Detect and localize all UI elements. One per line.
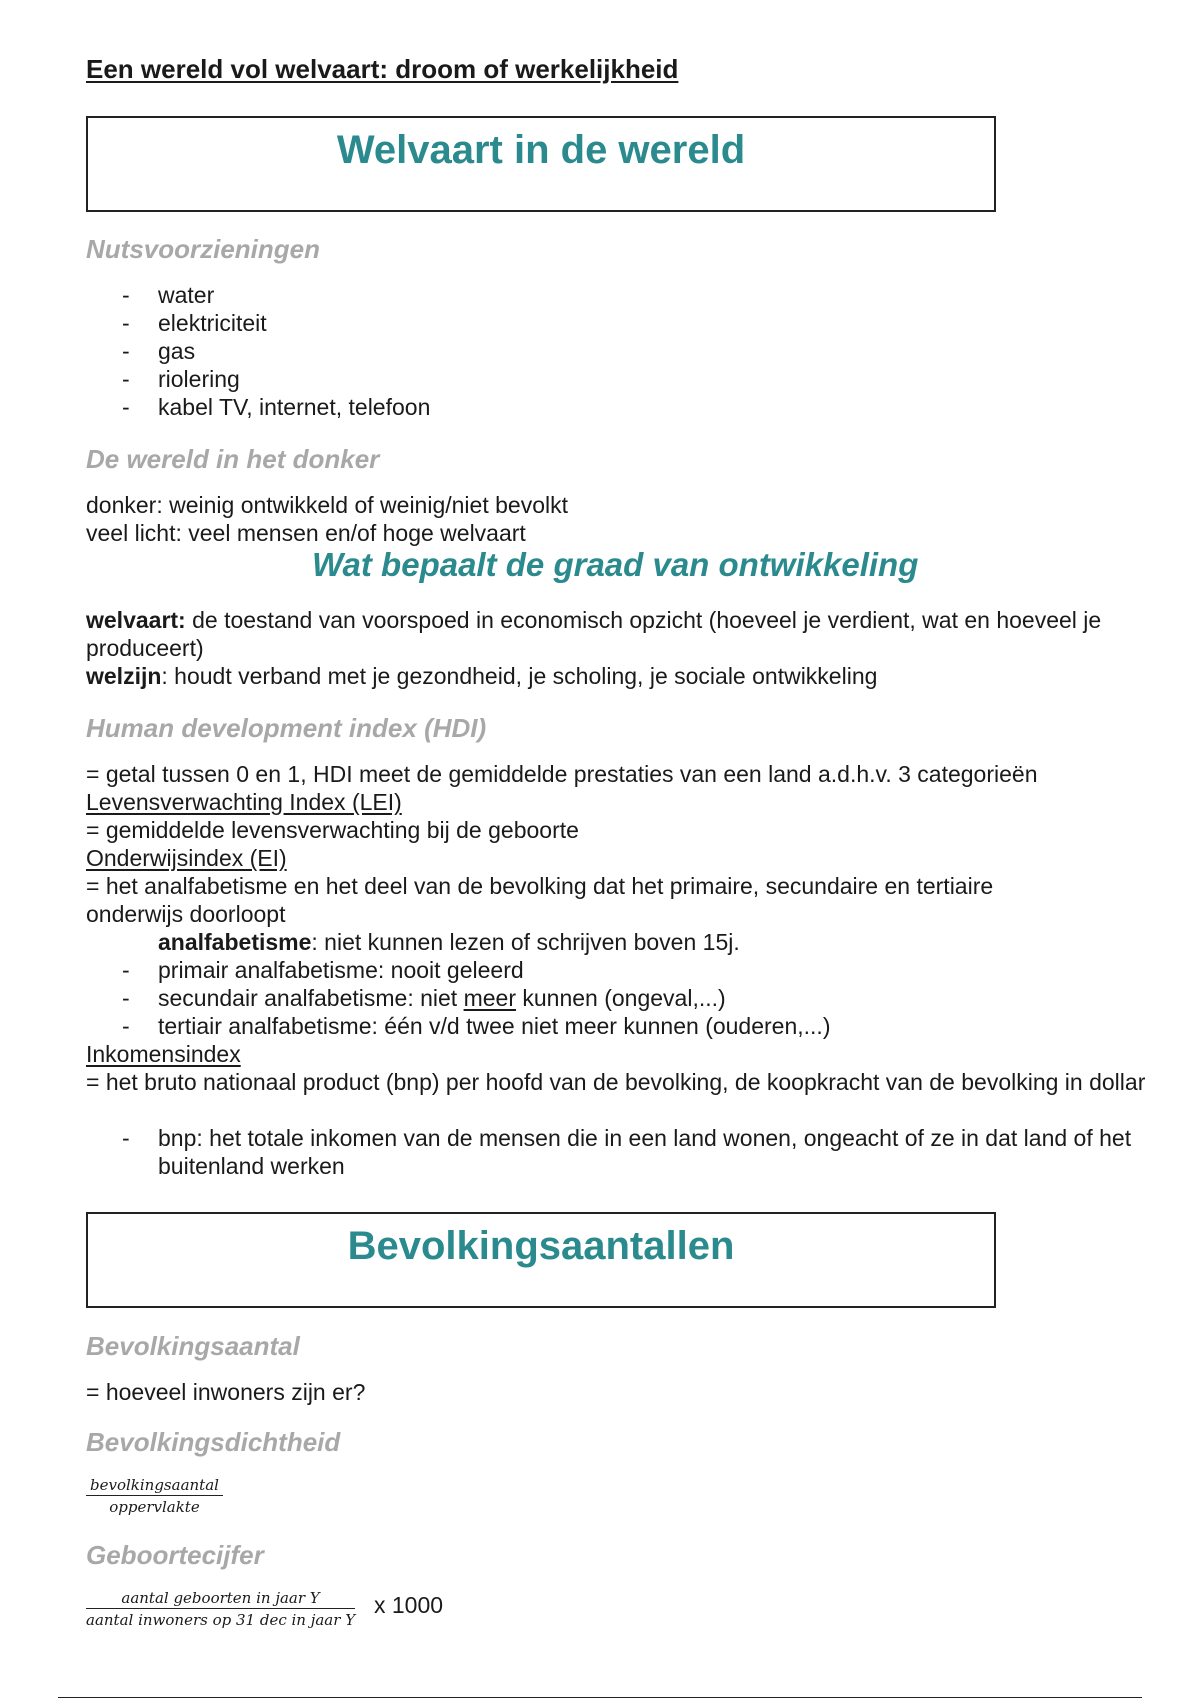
analfabetisme-definition: [158, 928, 740, 956]
subheading-inkomensindex: Inkomensindex: [86, 1041, 241, 1067]
text-line: donker: weinig ontwikkeld of weinig/niet bevolkt: [86, 492, 568, 518]
document-title: Een wereld vol welvaart: droom of werkelijkheid: [86, 54, 679, 84]
definition-welzijn: [86, 662, 877, 690]
heading-nutsvoorzieningen: Nutsvoorzieningen: [86, 234, 321, 264]
heading-wereld-donker: De wereld in het donker: [86, 444, 380, 474]
definition-text: : niet kunnen lezen of schrijven boven 15j.: [311, 929, 740, 955]
fraction-denominator: aantal inwoners op 31 dec in jaar Y: [86, 1611, 356, 1629]
list-item: gas: [158, 338, 196, 364]
list-item: elektriciteit: [158, 310, 267, 336]
fraction-geboortecijfer: [86, 1589, 355, 1629]
fraction-numerator: aantal geboorten in jaar Y: [86, 1589, 355, 1609]
heading-graad-ontwikkeling: Wat bepaalt de graad van ontwikkeling: [312, 546, 919, 583]
term: welzijn: [86, 663, 162, 689]
definition-welvaart: [86, 606, 1146, 662]
hdi-intro: = getal tussen 0 en 1, HDI meet de gemiddelde prestaties van een land a.d.h.v. 3 categorieën: [86, 761, 1038, 787]
fraction-numerator: bevolkingsaantal: [86, 1476, 223, 1496]
ei-text: = het analfabetisme en het deel van de bevolking dat het primaire, secundaire en tertiaire onderwijs doorloopt: [86, 873, 994, 927]
inkomensindex-text: = het bruto nationaal product (bnp) per hoofd van de bevolking, de koopkracht van de bevolking in dollar: [86, 1069, 1146, 1095]
list-item: bnp: het totale inkomen van de mensen die in een land wonen, ongeacht of ze in dat land of het buitenland werken: [158, 1125, 1132, 1179]
lei-text: = gemiddelde levensverwachting bij de geboorte: [86, 817, 579, 843]
fraction-dichtheid: [86, 1476, 223, 1516]
heading-bevolkingsdichtheid: Bevolkingsdichtheid: [86, 1427, 341, 1457]
list-item: tertiair analfabetisme: één v/d twee niet meer kunnen (ouderen,...): [158, 1013, 831, 1039]
list-item: water: [158, 282, 215, 308]
page-divider: [58, 1697, 1142, 1698]
section-title: Welvaart in de wereld: [336, 128, 746, 172]
term: analfabetisme: [158, 929, 312, 955]
heading-bevolkingsaantal: Bevolkingsaantal: [86, 1331, 300, 1361]
definition-text: de toestand van voorspoed in economisch opzicht (hoeveel je verdient, wat en hoeveel je produceert): [86, 607, 1102, 661]
list-item: primair analfabetisme: nooit geleerd: [158, 957, 524, 983]
section-title-box: [86, 116, 996, 212]
section-title-box: [86, 1212, 996, 1308]
heading-hdi: Human development index (HDI): [86, 713, 487, 743]
text-line: veel licht: veel mensen en/of hoge welvaart: [86, 520, 526, 546]
bevolkingsaantal-text: = hoeveel inwoners zijn er?: [86, 1379, 366, 1405]
list-item: kabel TV, internet, telefoon: [158, 394, 431, 420]
definition-text: : houdt verband met je gezondheid, je scholing, je sociale ontwikkeling: [161, 663, 878, 689]
list-item: secundair analfabetisme: niet meer kunnen (ongeval,...): [158, 985, 726, 1011]
term: welvaart:: [86, 607, 186, 633]
document-page: Een wereld vol welvaart: droom of werkelijkheid Welvaart in de wereld Nutsvoorzieningen - water - elektriciteit - gas - riolering - kabel TV, internet, telefoon De wereld in het donker donker: weinig ontwikkeld of weinig/niet bevolkt veel licht: veel mensen en/of hoge welvaart Wat bepaalt de graad van ontwikkeling welvaart: de toestand van voorspoed in economisch opzicht (hoeveel je verdient, wat en hoeveel je produceert) welzijn: houdt verband met je gezondheid, je scholing, je sociale ontwikkeling Human development index (HDI) = getal tussen 0 en 1, HDI meet de gemiddelde prestaties van een land a.d.h.v. 3 categorieën Levensverwachting Index (LEI) = gemiddelde levensverwachting bij de geboorte Onderwijsindex (EI) = het analfabetisme en het deel van de bevolking dat het primaire, secundaire en tertiaire onderwijs doorloopt analfabetisme: niet kunnen lezen of schrijven boven 15j. - primair analfabetisme: nooit geleerd - secundair analfabetisme: niet meer kunnen (ongeval,...) - tertiair analfabetisme: één v/d twee niet meer kunnen (ouderen,...) Inkomensindex = het bruto nationaal product (bnp) per hoofd van de bevolking, de koopkracht van de bevolking in dollar - bnp: het totale inkomen van de mensen die in een land wonen, ongeacht of ze in dat land of het buitenland werken Bevolkingsaantallen Bevolkingsaantal = hoeveel inwoners zijn er? Bevolkingsdichtheid bevolkingsaantal oppervlakte Geboortecijfer aantal geboorten in jaar Y aantal inwoners op 31 dec in jaar Y x 1000: [0, 0, 1200, 1700]
subheading-ei: Onderwijsindex (EI): [86, 845, 287, 871]
list-item: riolering: [158, 366, 240, 392]
section-title: Bevolkingsaantallen: [347, 1224, 735, 1268]
multiplier: x 1000: [374, 1592, 444, 1618]
fraction-denominator: oppervlakte: [109, 1498, 200, 1516]
heading-geboortecijfer: Geboortecijfer: [86, 1540, 264, 1570]
subheading-lei: Levensverwachting Index (LEI): [86, 789, 402, 815]
